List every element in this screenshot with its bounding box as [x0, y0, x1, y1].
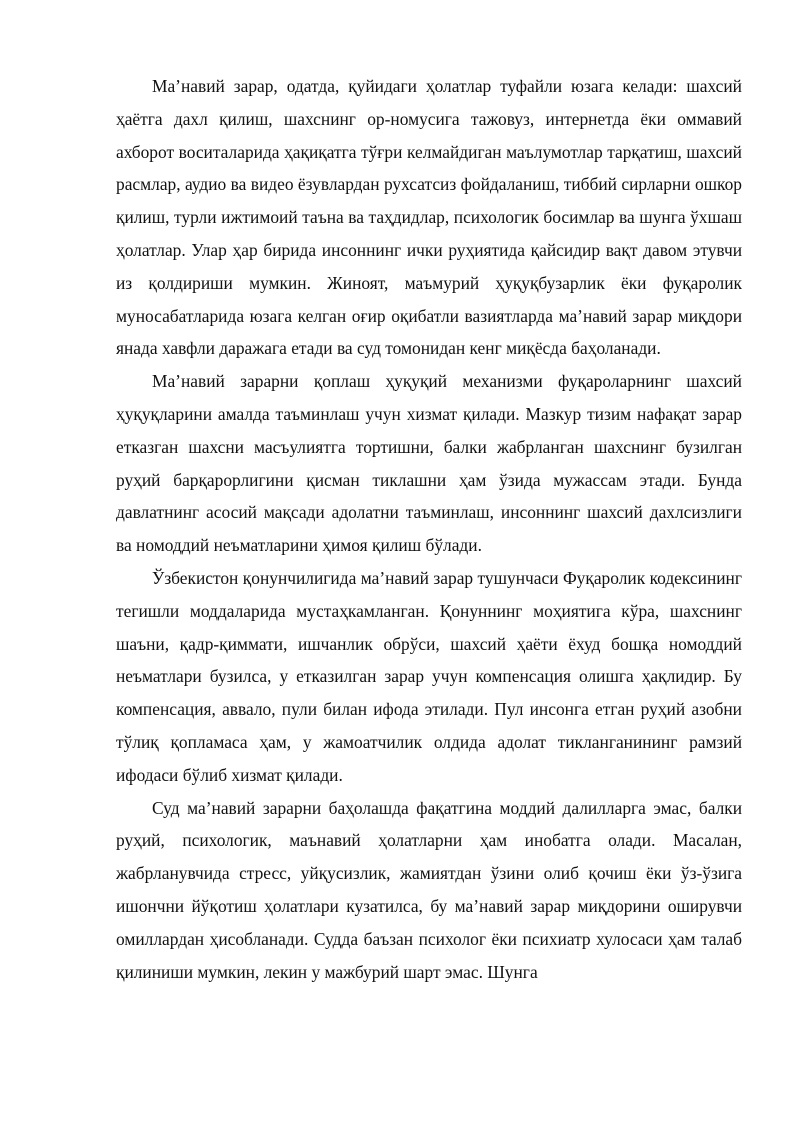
paragraph-compensation-mechanism: Маʼнавий зарарни қоплаш ҳуқуқий механизми фуқароларнинг шахсий ҳуқуқларини амалда таъминлаш учун хизмат қилади. Мазкур тизим нафақат зарар етказган шахсни масъулиятга тортишни, балки жабрланган шахснинг бузилган руҳий барқарорлигини қисман тиклашни ҳам ўзида мужассам этади. Бунда давлатнинг асосий мақсади адолатни таъминлаш, инсоннинг шахсий дахлсизлиги ва номоддий неъматларини ҳимоя қилиш бўлади.: [116, 371, 742, 556]
paragraph-court-assessment: Суд маʼнавий зарарни баҳолашда фақатгина моддий далилларга эмас, балки руҳий, психологик, маънавий ҳолатларни ҳам инобатга олади. Масалан, жабрланувчида стресс, уйқусизлик, жамиятдан ўзини олиб қочиш ёки ўз-ўзига ишончни йўқотиш ҳолатлари кузатилса, бу маʼнавий зарар миқдорини оширувчи омиллардан ҳисобланади. Судда баъзан психолог ёки психиатр хулосаси ҳам талаб қилиниши мумкин, лекин у мажбурий шарт эмас. Шунга: [116, 797, 742, 982]
paragraph-moral-damage-causes: Маʼнавий зарар, одатда, қуйидаги ҳолатлар туфайли юзага келади: шахсий ҳаётга дахл қилиш, шахснинг ор-номусига тажовуз, интернетда ёки оммавий ахборот воситаларида ҳақиқатга тўғри келмайдиган маълумотлар тарқатиш, шахсий расмлар, аудио ва видео ёзувлардан рухсатсиз фойдаланиш, тиббий сирларни ошкор қилиш, турли ижтимоий таъна ва таҳдидлар, психологик босимлар ва шунга ўхшаш ҳолатлар. Улар ҳар бирида инсоннинг ички руҳиятида қайсидир вақт давом этувчи из қолдириши мумкин. Жиноят, маъмурий ҳуқуқбузарлик ёки фуқаролик муносабатларида юзага келган оғир оқибатли вазиятларда маʼнавий зарар миқдори янада хавфли даражага етади ва суд томонидан кенг миқёсда баҳоланади.: [116, 76, 742, 359]
document-page: [116, 70, 742, 988]
paragraph-uzbekistan-legislation: Ўзбекистон қонунчилигида маʼнавий зарар тушунчаси Фуқаролик кодексининг тегишли моддаларида мустаҳкамланган. Қонуннинг моҳиятига кўра, шахснинг шаъни, қадр-қиммати, ишчанлик обрўси, шахсий ҳаёти ёхуд бошқа номоддий неъматлари бузилса, у етказилган зарар учун компенсация олишга ҳақлидир. Бу компенсация, аввало, пули билан ифода этилади. Пул инсонга етган руҳий азобни тўлиқ қопламаса ҳам, у жамоатчилик олдида адолат тикланганининг рамзий ифодаси бўлиб хизмат қилади.: [116, 567, 742, 785]
